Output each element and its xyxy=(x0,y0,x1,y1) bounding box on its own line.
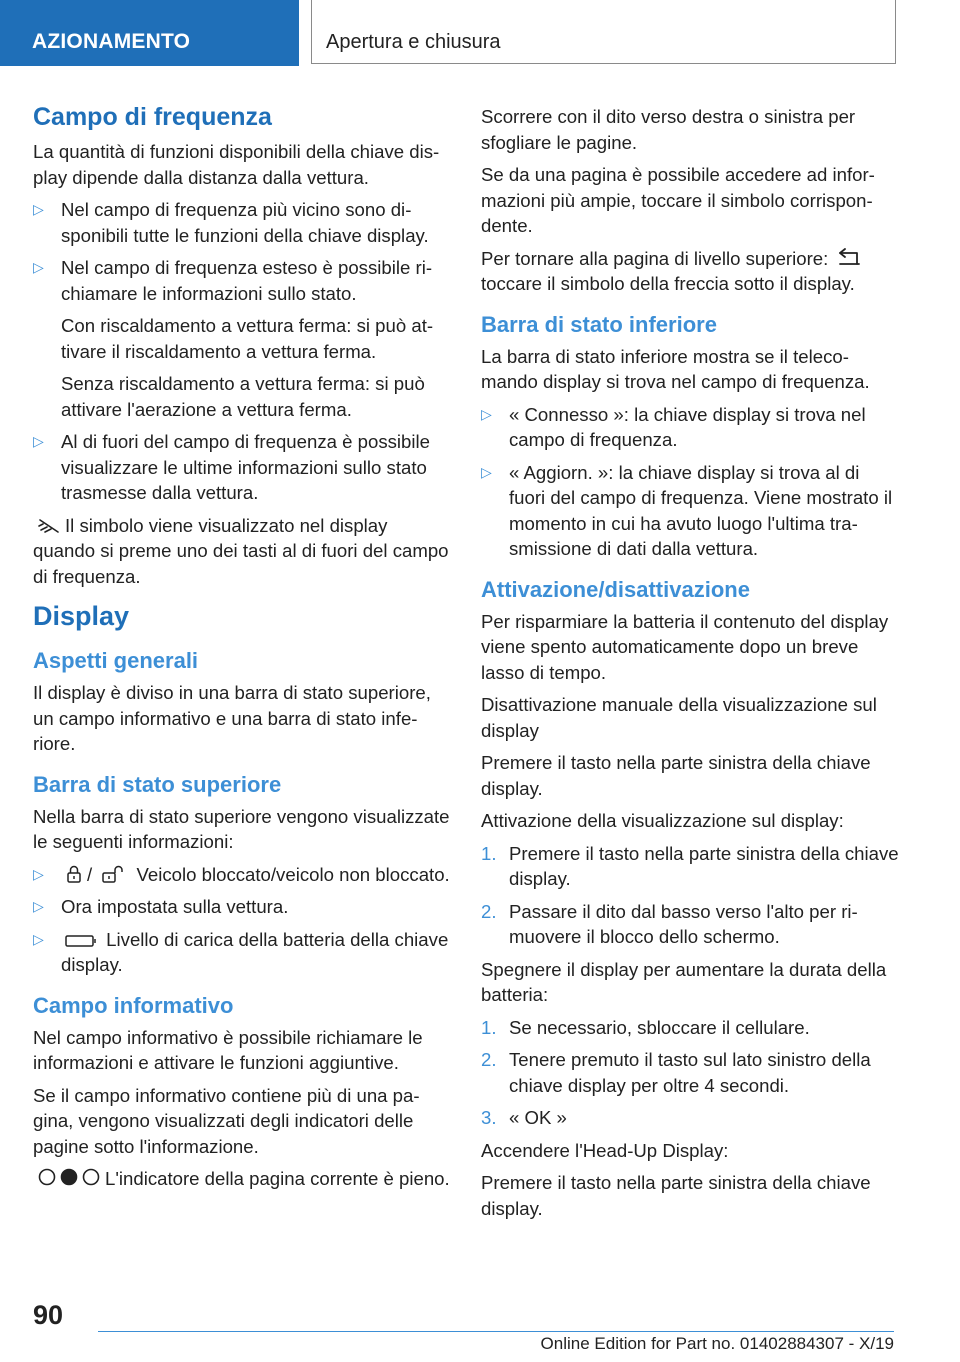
numbered-item: 2. Tenere premuto il tasto sul lato sinistro della chiave display per oltre 4 secondi. xyxy=(481,1049,871,1096)
paragraph: Per tornare alla pagina di livello superiore: toccare il simbolo della freccia sotto il display. xyxy=(481,246,899,297)
right-column xyxy=(481,104,899,1228)
paragraph: L'indicatore della pagina corrente è pieno. xyxy=(33,1166,451,1192)
list-item: ▷ « Connesso »: la chiave display si trova nel campo di frequenza. xyxy=(481,403,866,450)
heading-attivazione: Attivazione/disattivazione xyxy=(481,576,750,602)
heading-barra-inferiore: Barra di stato inferiore xyxy=(481,311,717,337)
paragraph: Accendere l'Head-Up Display: xyxy=(481,1139,729,1161)
paragraph: Il simbolo viene visualizzato nel display quando si preme uno dei tasti al di fuori del campo di frequenza. xyxy=(33,514,449,587)
numbered-item: 1. Se necessario, sbloccare il cellulare. xyxy=(481,1016,810,1038)
page-indicator-icon xyxy=(37,1167,101,1187)
paragraph: Disattivazione manuale della visualizzazione sul display xyxy=(481,694,877,741)
heading-barra-superiore: Barra di stato superiore xyxy=(33,771,282,797)
paragraph: Attivazione della visualizzazione sul display: xyxy=(481,810,844,831)
list-item: ▷ / Veicolo bloccato/veicolo non bloccato. xyxy=(33,862,451,888)
numbered-item: 3. « OK » xyxy=(481,1107,567,1128)
page-number: 90 xyxy=(33,1300,64,1330)
paragraph: Premere il tasto nella parte sinistra della chiave display. xyxy=(481,1172,871,1219)
lock-open-icon xyxy=(101,865,127,883)
bullet-icon: ▷ xyxy=(33,259,44,275)
paragraph: Nella barra di stato superiore vengono visualizzate le seguenti informazioni: xyxy=(33,805,450,852)
heading-campo-informativo: Campo informativo xyxy=(33,992,234,1018)
bullet-icon: ▷ xyxy=(33,865,44,882)
footer-edition: Online Edition for Part no. 01402884307 - X/19 xyxy=(540,1334,894,1353)
list-item: ▷ Livello di carica della batteria della chiave display. xyxy=(33,928,449,975)
paragraph: La barra di stato inferiore mostra se il telecomando display si trova nel campo di frequenza. xyxy=(481,345,870,392)
lock-closed-icon xyxy=(65,865,83,883)
left-column xyxy=(33,100,451,1199)
heading-aspetti-generali: Aspetti generali xyxy=(33,648,199,673)
list-item: ▷ « Aggiorn. »: la chiave display si trova al di fuori del campo di frequenza. Viene mostrato il momento in cui ha avuto luogo l'ultima trasmissione di dati dalla vettura. xyxy=(481,461,893,559)
heading-display: Display xyxy=(33,601,130,631)
bullet-icon: ▷ xyxy=(481,405,492,422)
paragraph: Nel campo informativo è possibile richiamare le informazioni e attivare le funzioni aggiuntive. xyxy=(33,1026,423,1073)
bullet-icon: ▷ xyxy=(33,433,44,449)
page-header xyxy=(0,0,960,66)
paragraph: Se il campo informativo contiene più di una pagina, vengono visualizzati degli indicatori delle pagine sotto l'informazione. xyxy=(33,1084,420,1157)
section-tab: AZIONAMENTO xyxy=(0,0,299,66)
no-signal-icon xyxy=(37,518,61,534)
paragraph: Premere il tasto nella parte sinistra della chiave display. xyxy=(481,752,871,799)
footer-divider xyxy=(98,1331,894,1332)
list-subitem: Senza riscaldamento a vettura ferma: si può attivare l'aerazione a vettura ferma. xyxy=(61,373,425,420)
chapter-title: Apertura e chiusura xyxy=(311,0,896,64)
bullet-icon: ▷ xyxy=(33,930,44,947)
list-item: ▷ Nel campo di frequenza più vicino sono disponibili tutte le funzioni della chiave display. xyxy=(33,199,429,246)
bullet-icon: ▷ xyxy=(481,463,492,480)
numbered-item: 1. Premere il tasto nella parte sinistra della chiave display. xyxy=(481,842,899,889)
back-arrow-icon xyxy=(837,247,863,267)
paragraph: La quantità di funzioni disponibili della chiave display dipende dalla distanza dalla vettura. xyxy=(33,141,440,188)
heading-campo-frequenza: Campo di frequenza xyxy=(33,103,272,131)
battery-icon xyxy=(65,934,97,948)
list-item: ▷ Nel campo di frequenza esteso è possibile richiamare le informazioni sullo stato. xyxy=(33,257,433,304)
numbered-item: 2. Passare il dito dal basso verso l'alto per rimuovere il blocco dello schermo. xyxy=(481,900,858,947)
bullet-icon: ▷ xyxy=(33,898,44,914)
paragraph: Per risparmiare la batteria il contenuto del display viene spento automaticamente dopo un breve lasso di tempo. xyxy=(481,610,889,683)
paragraph: Scorrere con il dito verso destra o sinistra per sfogliare le pagine. xyxy=(481,106,856,153)
list-item: ▷ Ora impostata sulla vettura. xyxy=(33,894,451,920)
bullet-icon: ▷ xyxy=(33,201,44,217)
paragraph: Se da una pagina è possibile accedere ad informazioni più ampie, toccare il simbolo corrispondente. xyxy=(481,164,875,236)
paragraph: Spegnere il display per aumentare la durata della batteria: xyxy=(481,958,887,1005)
list-item: ▷ Al di fuori del campo di frequenza è possibile visualizzare le ultime informazioni sullo stato trasmesse dalla vettura. xyxy=(33,431,430,503)
list-subitem: Con riscaldamento a vettura ferma: si può attivare il riscaldamento a vettura ferma. xyxy=(61,315,434,362)
paragraph: Il display è diviso in una barra di stato superiore, un campo informativo e una barra di stato inferiore. xyxy=(33,682,431,754)
